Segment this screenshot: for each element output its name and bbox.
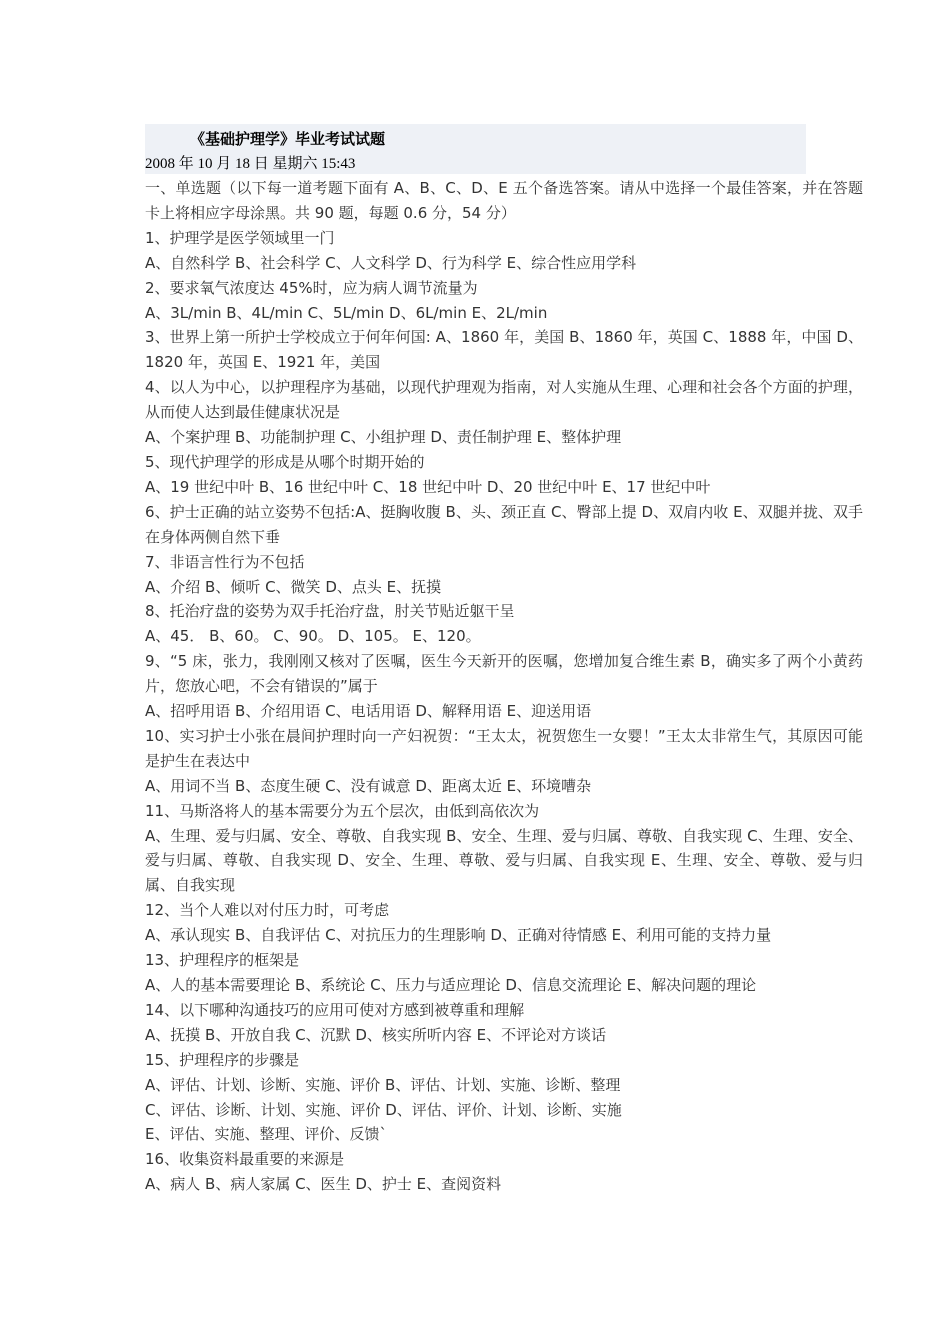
document-date: 2008 年 10 月 18 日 星期六 15:43 [145, 156, 356, 172]
question-text: 5、现代护理学的形成是从哪个时期开始的 [145, 452, 425, 471]
answer-options: A、生理、爱与归属、安全、尊敬、自我实现 B、安全、生理、爱与归属、尊敬、自我实现 C、生理、安全、爱与归属、尊敬、自我实现 D、安全、生理、尊敬、爱与归属、自我实现 E、生理、安全、尊敬、爱与归属、自我实现 [145, 826, 863, 895]
question-text: 4、以人为中心，以护理程序为基础，以现代护理观为指南，对人实施从生理、心理和社会各个方面的护理，从而使人达到最佳健康状况是 [145, 378, 863, 422]
question-text: 6、护士正确的站立姿势不包括:A、挺胸收腹 B、头、颈正直 C、臀部上提 D、双肩内收 E、双腿并拢、双手在身体两侧自然下垂 [145, 502, 863, 546]
question-text: 8、托治疗盘的姿势为双手托治疗盘，肘关节贴近躯干呈 [145, 602, 515, 621]
question-text: 1、护理学是医学领域里一门 [145, 228, 335, 247]
question-text: 9、“5 床，张力，我刚刚又核对了医嘱，医生今天新开的医嘱，您增加复合维生素 B，确实多了两个小黄药片，您放心吧，不会有错误的”属于 [145, 652, 863, 696]
answer-options: A、抚摸 B、开放自我 C、沉默 D、核实所听内容 E、不评论对方谈话 [145, 1025, 607, 1044]
question-text: 15、护理程序的步骤是 [145, 1050, 300, 1069]
answer-options: A、招呼用语 B、介绍用语 C、电话用语 D、解释用语 E、迎送用语 [145, 702, 592, 721]
question-text: 11、马斯洛将人的基本需要分为五个层次，由低到高依次为 [145, 801, 540, 820]
answer-options: A、自然科学 B、社会科学 C、人文科学 D、行为科学 E、综合性应用学科 [145, 253, 637, 272]
answer-options: A、人的基本需要理论 B、系统论 C、压力与适应理论 D、信息交流理论 E、解决问题的理论 [145, 976, 757, 994]
question-text: 10、实习护士小张在晨间护理时向一产妇祝贺：“王太太，祝贺您生一女婴！”王太太非常生气，其原因可能是护生在表达中 [145, 726, 863, 770]
question-text: 12、当个人难以对付压力时，可考虑 [145, 901, 390, 920]
question-text: 7、非语言性行为不包括 [145, 552, 305, 571]
exam-content [145, 176, 863, 1197]
answer-options: A、病人 B、病人家属 C、医生 D、护士 E、查阅资料 [145, 1175, 502, 1194]
section-heading: 一、单选题（以下每一道考题下面有 A、B、C、D、E 五个备选答案。请从中选择一个最佳答案，并在答题卡上将相应字母涂黑。共 90 题，每题 0.6 分，54 分） [145, 179, 863, 222]
answer-options: A、3L/min B、4L/min C、5L/min D、6L/min E、2L/min [145, 303, 548, 322]
answer-options: A、19 世纪中叶 B、16 世纪中叶 C、18 世纪中叶 D、20 世纪中叶 E、17 世纪中叶 [145, 477, 711, 496]
answer-options: A、承认现实 B、自我评估 C、对抗压力的生理影响 D、正确对待情感 E、利用可能的支持力量 [145, 926, 772, 945]
answer-options: A、评估、计划、诊断、实施、评价 B、评估、计划、实施、诊断、整理 [145, 1075, 621, 1094]
answer-options: A、个案护理 B、功能制护理 C、小组护理 D、责任制护理 E、整体护理 [145, 428, 622, 447]
answer-options: A、介绍 B、倾听 C、微笑 D、点头 E、抚摸 [145, 577, 442, 596]
answer-options: A、45． B、60。 C、90。 D、105。 E、120。 [145, 627, 481, 646]
answer-options: C、评估、诊断、计划、实施、评价 D、评估、评价、计划、诊断、实施 [145, 1100, 622, 1119]
question-text: 13、护理程序的框架是 [145, 951, 300, 970]
answer-options: A、用词不当 B、态度生硬 C、没有诚意 D、距离太近 E、环境嘈杂 [145, 776, 592, 795]
question-text: 14、以下哪种沟通技巧的应用可使对方感到被尊重和理解 [145, 1000, 525, 1019]
answer-options: E、评估、实施、整理、评价、反馈` [145, 1125, 387, 1144]
question-text: 16、收集资料最重要的来源是 [145, 1150, 345, 1169]
question-text: 2、要求氧气浓度达 45%时，应为病人调节流量为 [145, 278, 478, 297]
question-text: 3、世界上第一所护士学校成立于何年何国: A、1860 年，美国 B、1860 年，英国 C、1888 年，中国 D、1820 年，英国 E、1921 年，美国 [145, 328, 863, 372]
document-title: 《基础护理学》毕业考试试题 [190, 130, 386, 148]
